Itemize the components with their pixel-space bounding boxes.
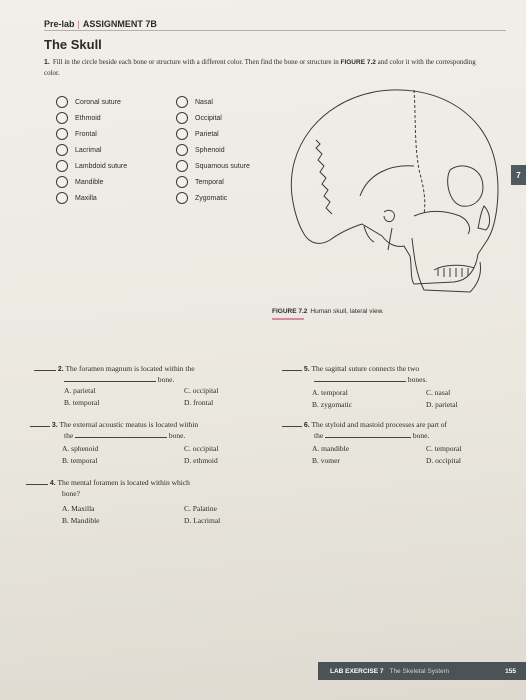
option-temporal[interactable] [176, 176, 224, 188]
option-label: Nasal [195, 98, 213, 106]
choice-c: C. nasal [426, 388, 451, 397]
choice-c: C. occipital [184, 444, 219, 453]
choice-a: A. parietal [64, 386, 96, 395]
color-circle[interactable] [56, 128, 68, 140]
external-acoustic-meatus [384, 210, 394, 221]
option-label: Parietal [195, 130, 219, 138]
page-title: The Skull [44, 37, 102, 52]
option-mandible[interactable] [56, 176, 103, 188]
option-label: Mandible [75, 178, 104, 186]
choice-b: B. Mandible [62, 516, 100, 525]
choice-a: A. temporal [312, 388, 348, 397]
cranium-outline [291, 90, 498, 284]
option-label: Squamous suture [195, 162, 250, 170]
color-circle[interactable] [56, 112, 68, 124]
q1-figure-ref: FIGURE 7.2 [340, 59, 376, 66]
question-number: 4. [49, 480, 56, 487]
footer-lab: LAB EXERCISE 7 [330, 667, 384, 675]
option-sphenoid[interactable] [176, 144, 225, 156]
question-text: The sagittal suture connects the two [311, 364, 420, 373]
option-lacrimal[interactable] [56, 144, 101, 156]
option-label: Frontal [75, 130, 97, 138]
color-circle[interactable] [176, 176, 188, 188]
question-number: 5. [303, 366, 310, 373]
question-text: The styloid and mastoid processes are part of [311, 420, 448, 429]
choice-d: D. occipital [426, 456, 461, 465]
option-nasal[interactable] [176, 96, 213, 108]
option-parietal[interactable] [176, 128, 219, 140]
question-1-instructions [44, 57, 484, 78]
figure-label: FIGURE 7.2 [272, 308, 308, 315]
question-number: 2. [57, 366, 64, 373]
option-zygomatic[interactable] [176, 192, 227, 204]
option-label: Lacrimal [75, 146, 102, 154]
option-ethmoid[interactable] [56, 112, 101, 124]
color-circle[interactable] [176, 112, 188, 124]
choice-d: D. parietal [426, 400, 458, 409]
figure-caption [272, 308, 384, 315]
caption-accent-rule [272, 318, 304, 320]
orbit-outline [448, 166, 483, 206]
answer-blank[interactable] [282, 370, 302, 371]
option-frontal[interactable] [56, 128, 97, 140]
choice-b: B. vomer [312, 456, 340, 465]
option-maxilla[interactable] [56, 192, 97, 204]
color-circle[interactable] [56, 192, 68, 204]
question-text-2: bone. [412, 431, 430, 440]
color-circle[interactable] [56, 160, 68, 172]
choice-c: C. temporal [426, 444, 462, 453]
header-section: Pre-lab [44, 19, 75, 29]
zygomatic-arch [414, 212, 470, 235]
choice-c: C. Palatine [184, 504, 217, 513]
page-header [44, 19, 157, 29]
footer-section: The Skeletal System [389, 667, 450, 675]
chapter-tab: 7 [511, 165, 526, 185]
option-label: Maxilla [75, 194, 97, 202]
choice-b: B. temporal [64, 398, 100, 407]
question-3 [30, 420, 270, 441]
option-label: Lambdoid suture [75, 162, 128, 170]
q1-text: Fill in the circle beside each bone or structure with a different color. Then find the bone or structure in [52, 58, 339, 66]
q1-number: 1. [44, 59, 50, 66]
choice-b: B. temporal [62, 456, 98, 465]
fill-in-blank[interactable] [75, 437, 167, 438]
question-number: 6. [303, 422, 310, 429]
question-number: 3. [51, 422, 58, 429]
answer-blank[interactable] [30, 426, 50, 427]
squamous-suture-line [360, 166, 414, 196]
question-text-pre: the [64, 431, 74, 440]
question-text-2: bone? [62, 489, 80, 498]
question-5 [282, 364, 512, 385]
option-label: Temporal [195, 178, 224, 186]
color-circle[interactable] [176, 128, 188, 140]
color-circle[interactable] [56, 96, 68, 108]
header-assignment: ASSIGNMENT 7B [82, 19, 157, 29]
question-text-2: bones. [407, 375, 428, 384]
question-text: The mental foramen is located within which [57, 478, 190, 487]
option-label: Zygomatic [195, 194, 228, 202]
option-label: Occipital [195, 114, 222, 122]
color-circle[interactable] [176, 192, 188, 204]
fill-in-blank[interactable] [314, 381, 406, 382]
option-label: Ethmoid [75, 114, 101, 122]
question-text: The foramen magnum is located within the [65, 364, 195, 373]
coronal-suture-line [414, 90, 425, 214]
question-text: The external acoustic meatus is located within [59, 420, 199, 429]
option-label: Sphenoid [195, 146, 225, 154]
question-4 [26, 478, 266, 499]
choice-a: A. mandible [312, 444, 350, 453]
color-circle[interactable] [56, 176, 68, 188]
styloid-process [388, 228, 392, 250]
skull-lateral-drawing [264, 78, 504, 298]
choice-a: A. Maxilla [62, 504, 95, 513]
page-number: 155 [505, 667, 516, 675]
page-footer [318, 662, 526, 680]
figure-caption-text: Human skull, lateral view. [310, 308, 384, 315]
choice-d: D. Lacrimal [184, 516, 221, 525]
lambdoid-suture-line [316, 140, 332, 214]
question-text-2: bone. [168, 431, 186, 440]
choice-c: C. occipital [184, 386, 219, 395]
choice-b: B. zygomatic [312, 400, 352, 409]
fill-in-blank[interactable] [64, 381, 156, 382]
option-occipital[interactable] [176, 112, 222, 124]
option-label: Coronal suture [75, 98, 121, 106]
answer-blank[interactable] [26, 484, 48, 485]
choice-a: A. sphenoid [62, 444, 99, 453]
answer-blank[interactable] [34, 370, 56, 371]
header-rule [44, 30, 506, 31]
question-text-2: bone. [157, 375, 175, 384]
teeth-row [434, 265, 474, 277]
choice-d: D. ethmoid [184, 456, 218, 465]
answer-blank[interactable] [282, 426, 302, 427]
nasal-aperture [478, 206, 490, 230]
option-squamous-suture[interactable] [176, 160, 250, 172]
option-coronal-suture[interactable] [56, 96, 121, 108]
header-separator: | [77, 19, 80, 29]
q1-text-2: and color it with the corresponding color. [44, 58, 476, 77]
fill-in-blank[interactable] [325, 437, 411, 438]
option-lambdoid-suture[interactable] [56, 160, 127, 172]
skull-figure [264, 78, 504, 298]
color-circle[interactable] [176, 96, 188, 108]
color-circle[interactable] [176, 144, 188, 156]
color-circle[interactable] [56, 144, 68, 156]
color-circle[interactable] [176, 160, 188, 172]
question-6 [282, 420, 522, 441]
question-2 [34, 364, 254, 385]
choice-d: D. frontal [184, 398, 214, 407]
question-text-pre: the [314, 431, 324, 440]
